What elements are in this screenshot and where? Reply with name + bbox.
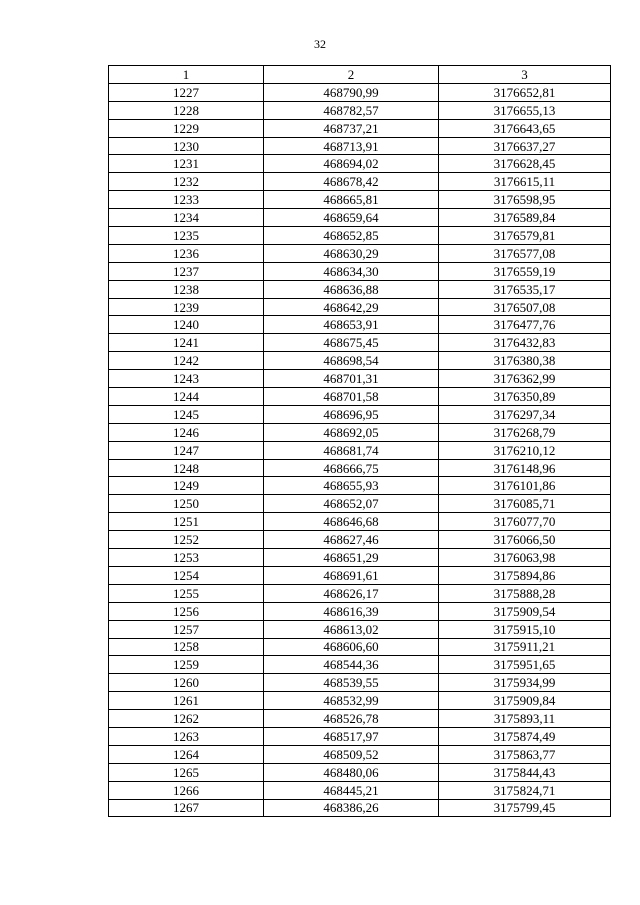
point-number-cell: 1263 <box>109 727 264 745</box>
y-coordinate-cell: 3176063,98 <box>439 549 611 567</box>
point-number-cell: 1232 <box>109 173 264 191</box>
point-number-cell: 1230 <box>109 137 264 155</box>
y-coordinate-cell: 3176655,13 <box>439 101 611 119</box>
y-coordinate-cell: 3175844,43 <box>439 763 611 781</box>
point-number-cell: 1237 <box>109 262 264 280</box>
table-row <box>109 477 611 495</box>
y-coordinate-cell: 3176077,70 <box>439 513 611 531</box>
y-coordinate-cell: 3175915,10 <box>439 620 611 638</box>
point-number-cell: 1239 <box>109 298 264 316</box>
table-row <box>109 441 611 459</box>
point-number-cell: 1246 <box>109 423 264 441</box>
y-coordinate-cell: 3176085,71 <box>439 495 611 513</box>
x-coordinate-cell: 468696,95 <box>264 405 439 423</box>
header-row <box>109 66 611 84</box>
x-coordinate-cell: 468517,97 <box>264 727 439 745</box>
table-row <box>109 459 611 477</box>
point-number-cell: 1242 <box>109 352 264 370</box>
table-row <box>109 405 611 423</box>
table-row <box>109 227 611 245</box>
y-coordinate-cell: 3176589,84 <box>439 209 611 227</box>
table-row <box>109 119 611 137</box>
table-row <box>109 638 611 656</box>
table-row <box>109 781 611 799</box>
y-coordinate-cell: 3176297,34 <box>439 405 611 423</box>
x-coordinate-cell: 468642,29 <box>264 298 439 316</box>
x-coordinate-cell: 468509,52 <box>264 745 439 763</box>
table-row <box>109 209 611 227</box>
point-number-cell: 1249 <box>109 477 264 495</box>
table-row <box>109 549 611 567</box>
y-coordinate-cell: 3176477,76 <box>439 316 611 334</box>
x-coordinate-cell: 468544,36 <box>264 656 439 674</box>
y-coordinate-cell: 3176350,89 <box>439 388 611 406</box>
y-coordinate-cell: 3176535,17 <box>439 280 611 298</box>
page-number: 32 <box>314 37 326 51</box>
table-header <box>109 66 611 84</box>
y-coordinate-cell: 3175824,71 <box>439 781 611 799</box>
column-header-3: 3 <box>439 66 611 84</box>
x-coordinate-cell: 468691,61 <box>264 566 439 584</box>
y-coordinate-cell: 3175893,11 <box>439 710 611 728</box>
x-coordinate-cell: 468694,02 <box>264 155 439 173</box>
table-row <box>109 280 611 298</box>
point-number-cell: 1258 <box>109 638 264 656</box>
table-row <box>109 710 611 728</box>
table-row <box>109 244 611 262</box>
y-coordinate-cell: 3176210,12 <box>439 441 611 459</box>
point-number-cell: 1251 <box>109 513 264 531</box>
x-coordinate-cell: 468681,74 <box>264 441 439 459</box>
point-number-cell: 1243 <box>109 370 264 388</box>
table-row <box>109 656 611 674</box>
table-row <box>109 602 611 620</box>
table-row <box>109 513 611 531</box>
table-row <box>109 692 611 710</box>
point-number-cell: 1248 <box>109 459 264 477</box>
column-header-2: 2 <box>264 66 439 84</box>
x-coordinate-cell: 468626,17 <box>264 584 439 602</box>
x-coordinate-cell: 468651,29 <box>264 549 439 567</box>
y-coordinate-cell: 3176101,86 <box>439 477 611 495</box>
y-coordinate-cell: 3176148,96 <box>439 459 611 477</box>
point-number-cell: 1235 <box>109 227 264 245</box>
point-number-cell: 1236 <box>109 244 264 262</box>
y-coordinate-cell: 3176643,65 <box>439 119 611 137</box>
x-coordinate-cell: 468701,58 <box>264 388 439 406</box>
point-number-cell: 1267 <box>109 799 264 817</box>
table-row <box>109 262 611 280</box>
point-number-cell: 1250 <box>109 495 264 513</box>
table-row <box>109 495 611 513</box>
y-coordinate-cell: 3176432,83 <box>439 334 611 352</box>
point-number-cell: 1245 <box>109 405 264 423</box>
x-coordinate-cell: 468652,85 <box>264 227 439 245</box>
y-coordinate-cell: 3175799,45 <box>439 799 611 817</box>
x-coordinate-cell: 468701,31 <box>264 370 439 388</box>
y-coordinate-cell: 3176268,79 <box>439 423 611 441</box>
x-coordinate-cell: 468653,91 <box>264 316 439 334</box>
table-row <box>109 727 611 745</box>
point-number-cell: 1234 <box>109 209 264 227</box>
x-coordinate-cell: 468445,21 <box>264 781 439 799</box>
x-coordinate-cell: 468675,45 <box>264 334 439 352</box>
x-coordinate-cell: 468627,46 <box>264 531 439 549</box>
point-number-cell: 1266 <box>109 781 264 799</box>
y-coordinate-cell: 3176628,45 <box>439 155 611 173</box>
x-coordinate-cell: 468782,57 <box>264 101 439 119</box>
table-body <box>109 83 611 817</box>
point-number-cell: 1247 <box>109 441 264 459</box>
table-row <box>109 137 611 155</box>
table-row <box>109 298 611 316</box>
x-coordinate-cell: 468616,39 <box>264 602 439 620</box>
x-coordinate-cell: 468666,75 <box>264 459 439 477</box>
y-coordinate-cell: 3176579,81 <box>439 227 611 245</box>
x-coordinate-cell: 468678,42 <box>264 173 439 191</box>
x-coordinate-cell: 468526,78 <box>264 710 439 728</box>
x-coordinate-cell: 468532,99 <box>264 692 439 710</box>
point-number-cell: 1255 <box>109 584 264 602</box>
point-number-cell: 1253 <box>109 549 264 567</box>
y-coordinate-cell: 3175911,21 <box>439 638 611 656</box>
table-row <box>109 620 611 638</box>
table-row <box>109 173 611 191</box>
y-coordinate-cell: 3176615,11 <box>439 173 611 191</box>
y-coordinate-cell: 3175909,54 <box>439 602 611 620</box>
point-number-cell: 1233 <box>109 191 264 209</box>
table-row <box>109 745 611 763</box>
point-number-cell: 1254 <box>109 566 264 584</box>
table-row <box>109 352 611 370</box>
y-coordinate-cell: 3175909,84 <box>439 692 611 710</box>
table-row <box>109 584 611 602</box>
point-number-cell: 1257 <box>109 620 264 638</box>
table-row <box>109 531 611 549</box>
point-number-cell: 1260 <box>109 674 264 692</box>
table-row <box>109 799 611 817</box>
y-coordinate-cell: 3176362,99 <box>439 370 611 388</box>
y-coordinate-cell: 3175951,65 <box>439 656 611 674</box>
table-row <box>109 388 611 406</box>
point-number-cell: 1229 <box>109 119 264 137</box>
y-coordinate-cell: 3175863,77 <box>439 745 611 763</box>
y-coordinate-cell: 3176066,50 <box>439 531 611 549</box>
table-row <box>109 101 611 119</box>
table-row <box>109 316 611 334</box>
y-coordinate-cell: 3176637,27 <box>439 137 611 155</box>
x-coordinate-cell: 468636,88 <box>264 280 439 298</box>
point-number-cell: 1241 <box>109 334 264 352</box>
point-number-cell: 1227 <box>109 83 264 101</box>
x-coordinate-cell: 468630,29 <box>264 244 439 262</box>
point-number-cell: 1231 <box>109 155 264 173</box>
y-coordinate-cell: 3175934,99 <box>439 674 611 692</box>
point-number-cell: 1264 <box>109 745 264 763</box>
x-coordinate-cell: 468613,02 <box>264 620 439 638</box>
point-number-cell: 1252 <box>109 531 264 549</box>
table-row <box>109 674 611 692</box>
column-header-1: 1 <box>109 66 264 84</box>
x-coordinate-cell: 468480,06 <box>264 763 439 781</box>
point-number-cell: 1240 <box>109 316 264 334</box>
table-row <box>109 763 611 781</box>
table-row <box>109 191 611 209</box>
x-coordinate-cell: 468665,81 <box>264 191 439 209</box>
point-number-cell: 1238 <box>109 280 264 298</box>
x-coordinate-cell: 468655,93 <box>264 477 439 495</box>
table-row <box>109 83 611 101</box>
table-row <box>109 566 611 584</box>
y-coordinate-cell: 3175874,49 <box>439 727 611 745</box>
x-coordinate-cell: 468652,07 <box>264 495 439 513</box>
table-row <box>109 423 611 441</box>
x-coordinate-cell: 468737,21 <box>264 119 439 137</box>
point-number-cell: 1228 <box>109 101 264 119</box>
point-number-cell: 1262 <box>109 710 264 728</box>
point-number-cell: 1265 <box>109 763 264 781</box>
x-coordinate-cell: 468713,91 <box>264 137 439 155</box>
x-coordinate-cell: 468386,26 <box>264 799 439 817</box>
x-coordinate-cell: 468790,99 <box>264 83 439 101</box>
x-coordinate-cell: 468646,68 <box>264 513 439 531</box>
point-number-cell: 1261 <box>109 692 264 710</box>
table-row <box>109 334 611 352</box>
y-coordinate-cell: 3176559,19 <box>439 262 611 280</box>
y-coordinate-cell: 3176380,38 <box>439 352 611 370</box>
x-coordinate-cell: 468634,30 <box>264 262 439 280</box>
y-coordinate-cell: 3176507,08 <box>439 298 611 316</box>
y-coordinate-cell: 3176652,81 <box>439 83 611 101</box>
table-row <box>109 155 611 173</box>
y-coordinate-cell: 3176598,95 <box>439 191 611 209</box>
coordinates-table <box>108 65 611 817</box>
point-number-cell: 1256 <box>109 602 264 620</box>
x-coordinate-cell: 468698,54 <box>264 352 439 370</box>
table-row <box>109 370 611 388</box>
x-coordinate-cell: 468659,64 <box>264 209 439 227</box>
y-coordinate-cell: 3175888,28 <box>439 584 611 602</box>
x-coordinate-cell: 468539,55 <box>264 674 439 692</box>
x-coordinate-cell: 468692,05 <box>264 423 439 441</box>
y-coordinate-cell: 3176577,08 <box>439 244 611 262</box>
point-number-cell: 1259 <box>109 656 264 674</box>
point-number-cell: 1244 <box>109 388 264 406</box>
y-coordinate-cell: 3175894,86 <box>439 566 611 584</box>
x-coordinate-cell: 468606,60 <box>264 638 439 656</box>
